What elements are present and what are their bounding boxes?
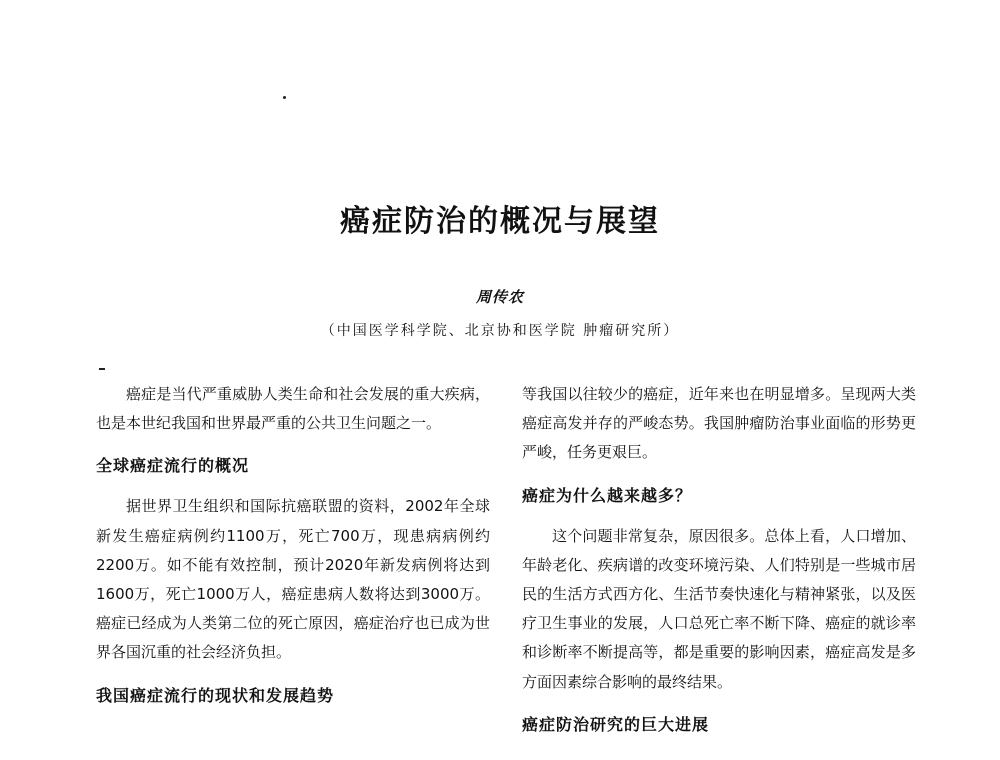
left-column <box>96 380 490 722</box>
section-heading-global: 全球癌症流行的概况 <box>96 456 250 476</box>
section-heading-progress: 癌症防治研究的巨大进展 <box>522 714 710 734</box>
section-heading-why: 癌症为什么越来越多？ <box>522 485 693 505</box>
section-body-global: 据世界卫生组织和国际抗癌联盟的资料，2002年全球新发生癌症病例约1100万，死亡700万，现患病病例约2200万。如不能有效控制，预计2020年新发病例将达到1600万，死亡1000万人，癌症患病人数将达到3000万。癌症已经成为人类第二位的死亡原因，癌症治疗也已成为世界各国沉重的社会经济负担。 <box>96 497 490 662</box>
continuation-paragraph: 等我国以往较少的癌症，近年来也在明显增多。呈现两大类癌症高发并存的严峻态势。我国肿瘤防治事业面临的形势更严峻，任务更艰巨。 <box>522 385 916 462</box>
right-column <box>522 380 916 751</box>
section-heading-china: 我国癌症流行的现状和发展趋势 <box>96 685 335 705</box>
stray-mark <box>99 368 105 370</box>
author-affiliation: （中国医学科学院、北京协和医学院 肿瘤研究所） <box>320 323 680 339</box>
intro-paragraph: 癌症是当代严重威胁人类生命和社会发展的重大疾病，也是本世纪我国和世界最严重的公共卫生问题之一。 <box>96 385 490 433</box>
article-author: 周传农 <box>475 288 524 306</box>
section-body-why: 这个问题非常复杂，原因很多。总体上看，人口增加、年龄老化、疾病谱的改变环境污染、人们特别是一些城市居民的生活方式西方化、生活节奏快速化与精神紧张，以及医疗卫生事业的发展，人口总死亡率不断下降、癌症的就诊率和诊断率不断提高等，都是重要的影响因素，癌症高发是多方面因素综合影响的最终结果。 <box>522 526 916 691</box>
stray-dot <box>283 96 286 99</box>
article-title: 癌症防治的概况与展望 <box>340 204 660 239</box>
